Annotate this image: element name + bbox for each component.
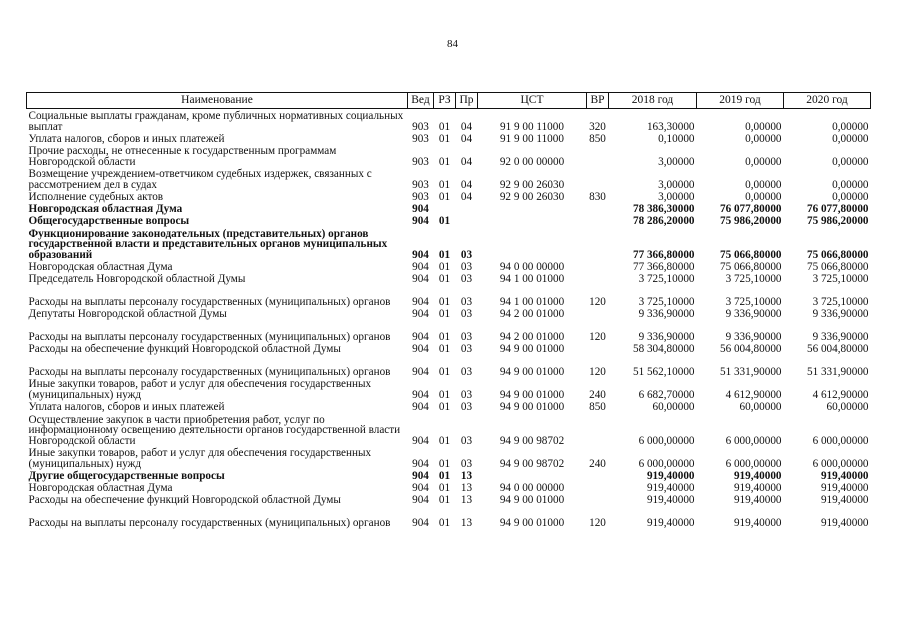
cell-y2019: 919,40000 xyxy=(733,516,782,529)
table-row xyxy=(27,481,871,493)
cell-cst: 94 2 00 01000 xyxy=(499,330,565,343)
cell-vr xyxy=(587,307,609,319)
table-row xyxy=(27,469,871,481)
cell-y2018: 919,40000 xyxy=(646,516,695,529)
cell-vr xyxy=(587,260,609,272)
cell-y2019: 0,00000 xyxy=(745,190,782,203)
cell-vr xyxy=(587,481,609,493)
cell-y2018: 3,00000 xyxy=(658,155,695,168)
cell-vr xyxy=(587,214,609,226)
cell-pr: 03 xyxy=(460,365,473,378)
cell-vr: 120 xyxy=(589,516,606,529)
cell-y2018: 919,40000 xyxy=(646,481,695,494)
cell-name: Функционирование законодательных (представительных) органов государственной власти и представительных органов муниципальных образований xyxy=(28,227,388,261)
cell-rz: 01 xyxy=(438,481,451,494)
cell-y2020: 3 725,10000 xyxy=(812,295,869,308)
cell-cst: 94 9 00 01000 xyxy=(499,516,565,529)
cell-name: Уплата налогов, сборов и иных платежей xyxy=(28,132,225,145)
cell-y2019: 919,40000 xyxy=(733,481,782,494)
cell-rz: 01 xyxy=(438,469,451,482)
cell-pr: 03 xyxy=(460,342,473,355)
cell-y2020: 6 000,00000 xyxy=(812,457,869,470)
cell-vr xyxy=(587,342,609,354)
cell-y2018: 6 000,00000 xyxy=(638,457,695,470)
cell-y2020: 919,40000 xyxy=(820,481,869,494)
cell-pr: 13 xyxy=(460,493,473,506)
cell-cst: 94 0 00 00000 xyxy=(499,481,565,494)
cell-vr: 320 xyxy=(589,120,606,133)
cell-y2018: 3 725,10000 xyxy=(638,272,695,285)
cell-name: Расходы на выплаты персоналу государственных (муниципальных) органов xyxy=(28,295,391,308)
table-header-row xyxy=(27,93,871,109)
table-row xyxy=(27,109,871,133)
table-row xyxy=(27,214,871,226)
table-row xyxy=(27,505,871,528)
cell-pr: 03 xyxy=(460,260,473,273)
cell-name: Возмещение учреждением-ответчиком судебных издержек, связанных с рассмотрением дел в судах xyxy=(28,168,372,191)
cell-pr: 13 xyxy=(460,516,473,529)
cell-y2020: 0,00000 xyxy=(832,178,869,191)
cell-y2019: 0,00000 xyxy=(745,120,782,133)
cell-cst: 94 2 00 01000 xyxy=(499,307,565,320)
cell-name: Осуществление закупок в части приобретения работ, услуг по информационному освещению деятельности органов государственной власти Новгородской области xyxy=(28,413,401,447)
cell-y2019: 919,40000 xyxy=(733,469,782,482)
header-ved: Вед xyxy=(408,93,434,109)
cell-y2018: 6 000,00000 xyxy=(638,434,695,447)
cell-pr: 03 xyxy=(460,400,473,413)
cell-y2019: 9 336,90000 xyxy=(725,307,782,320)
cell-rz: 01 xyxy=(438,388,451,401)
cell-cst: 94 9 00 98702 xyxy=(499,434,565,447)
cell-rz: 01 xyxy=(438,132,451,145)
table-row xyxy=(27,272,871,284)
table-row xyxy=(27,412,871,446)
cell-cst xyxy=(478,202,587,214)
table-row xyxy=(27,493,871,505)
cell-rz: 01 xyxy=(438,434,451,447)
cell-name: Другие общегосударственные вопросы xyxy=(28,469,225,482)
cell-y2019: 51 331,90000 xyxy=(719,365,782,378)
cell-y2018: 78 286,20000 xyxy=(632,214,695,227)
table-row xyxy=(27,190,871,202)
table-row xyxy=(27,377,871,400)
cell-ved: 904 xyxy=(412,202,429,215)
cell-pr: 03 xyxy=(460,388,473,401)
cell-y2020: 75 066,80000 xyxy=(806,260,869,273)
cell-pr: 13 xyxy=(460,469,473,482)
header-rz: РЗ xyxy=(434,93,456,109)
cell-rz: 01 xyxy=(438,457,451,470)
cell-vr xyxy=(587,144,609,167)
cell-rz: 01 xyxy=(438,330,451,343)
cell-vr: 240 xyxy=(589,388,606,401)
cell-ved: 904 xyxy=(412,295,429,308)
cell-pr: 04 xyxy=(460,155,473,168)
cell-rz: 01 xyxy=(438,272,451,285)
cell-vr xyxy=(587,493,609,505)
cell-y2018: 3 725,10000 xyxy=(638,295,695,308)
cell-name: Иные закупки товаров, работ и услуг для обеспечения государственных (муниципальных) нужд xyxy=(28,378,372,401)
cell-ved: 904 xyxy=(412,469,429,482)
cell-cst: 94 1 00 01000 xyxy=(499,295,565,308)
cell-ved: 904 xyxy=(412,248,429,261)
cell-y2018: 58 304,80000 xyxy=(632,342,695,355)
cell-rz: 01 xyxy=(438,190,451,203)
cell-vr xyxy=(587,202,609,214)
cell-cst: 94 1 00 01000 xyxy=(499,272,565,285)
cell-ved: 904 xyxy=(412,400,429,413)
cell-pr: 04 xyxy=(460,120,473,133)
cell-y2020: 0,00000 xyxy=(832,190,869,203)
cell-cst: 92 0 00 00000 xyxy=(499,155,565,168)
cell-cst xyxy=(478,469,587,481)
cell-y2018: 51 562,10000 xyxy=(632,365,695,378)
cell-vr: 120 xyxy=(589,330,606,343)
cell-ved: 903 xyxy=(412,120,429,133)
cell-y2019: 0,00000 xyxy=(745,178,782,191)
cell-cst: 94 9 00 01000 xyxy=(499,342,565,355)
cell-y2020: 9 336,90000 xyxy=(812,330,869,343)
cell-cst: 94 9 00 98702 xyxy=(499,457,565,470)
cell-y2019: 60,00000 xyxy=(739,400,782,413)
cell-ved: 903 xyxy=(412,190,429,203)
cell-ved: 903 xyxy=(412,132,429,145)
cell-ved: 903 xyxy=(412,155,429,168)
cell-name: Иные закупки товаров, работ и услуг для обеспечения государственных (муниципальных) нужд xyxy=(28,447,372,470)
cell-vr xyxy=(587,167,609,190)
cell-y2019: 6 000,00000 xyxy=(725,457,782,470)
cell-y2019: 0,00000 xyxy=(745,155,782,168)
cell-pr xyxy=(456,214,478,226)
cell-ved: 904 xyxy=(412,457,429,470)
cell-rz: 01 xyxy=(438,516,451,529)
cell-rz: 01 xyxy=(438,307,451,320)
cell-rz: 01 xyxy=(438,295,451,308)
cell-y2018: 60,00000 xyxy=(652,400,695,413)
cell-pr: 03 xyxy=(460,307,473,320)
cell-pr: 03 xyxy=(460,434,473,447)
cell-vr: 240 xyxy=(589,457,606,470)
cell-ved: 903 xyxy=(412,178,429,191)
cell-name: Новгородская областная Дума xyxy=(28,481,173,494)
cell-y2019: 3 725,10000 xyxy=(725,272,782,285)
cell-rz: 01 xyxy=(438,260,451,273)
cell-y2020: 919,40000 xyxy=(820,493,869,506)
cell-y2018: 9 336,90000 xyxy=(638,330,695,343)
cell-y2018: 78 386,30000 xyxy=(632,202,695,215)
cell-name: Председатель Новгородской областной Думы xyxy=(28,272,246,285)
cell-y2020: 0,00000 xyxy=(832,132,869,145)
cell-ved: 904 xyxy=(412,260,429,273)
cell-vr xyxy=(587,412,609,446)
cell-rz: 01 xyxy=(438,155,451,168)
cell-rz xyxy=(434,202,456,214)
cell-y2018: 919,40000 xyxy=(646,493,695,506)
cell-y2018: 3,00000 xyxy=(658,190,695,203)
cell-ved: 904 xyxy=(412,272,429,285)
cell-pr: 04 xyxy=(460,190,473,203)
cell-pr: 04 xyxy=(460,178,473,191)
cell-rz: 01 xyxy=(438,342,451,355)
table-row xyxy=(27,202,871,214)
cell-y2019: 76 077,80000 xyxy=(719,202,782,215)
cell-y2019: 75 066,80000 xyxy=(719,260,782,273)
cell-pr: 13 xyxy=(460,481,473,494)
header-2018: 2018 год xyxy=(609,93,697,109)
cell-y2020: 75 986,20000 xyxy=(806,214,869,227)
cell-cst: 94 0 00 00000 xyxy=(499,260,565,273)
table-row xyxy=(27,319,871,342)
cell-y2018: 77 366,80000 xyxy=(632,248,695,261)
cell-ved: 904 xyxy=(412,330,429,343)
cell-cst: 92 9 00 26030 xyxy=(499,178,565,191)
cell-ved: 904 xyxy=(412,388,429,401)
cell-vr: 120 xyxy=(589,365,606,378)
cell-pr xyxy=(456,202,478,214)
table-row xyxy=(27,284,871,307)
cell-vr: 830 xyxy=(589,190,606,203)
cell-y2020: 6 000,00000 xyxy=(812,434,869,447)
cell-y2019: 75 066,80000 xyxy=(719,248,782,261)
cell-name: Новгородская областная Дума xyxy=(28,260,173,273)
cell-rz: 01 xyxy=(438,365,451,378)
cell-y2018: 919,40000 xyxy=(646,469,695,482)
cell-y2018: 163,30000 xyxy=(646,120,695,133)
cell-name: Расходы на выплаты персоналу государственных (муниципальных) органов xyxy=(28,365,391,378)
cell-name: Уплата налогов, сборов и иных платежей xyxy=(28,400,225,413)
table-row xyxy=(27,144,871,167)
cell-cst: 94 9 00 01000 xyxy=(499,365,565,378)
cell-vr: 850 xyxy=(589,400,606,413)
cell-y2019: 9 336,90000 xyxy=(725,330,782,343)
header-pr: Пр xyxy=(456,93,478,109)
cell-vr xyxy=(587,226,609,260)
cell-cst: 91 9 00 11000 xyxy=(500,120,564,133)
cell-y2018: 3,00000 xyxy=(658,178,695,191)
cell-y2020: 51 331,90000 xyxy=(806,365,869,378)
cell-cst: 94 9 00 01000 xyxy=(499,388,565,401)
cell-name: Расходы на выплаты персоналу государственных (муниципальных) органов xyxy=(28,516,391,529)
cell-y2020: 60,00000 xyxy=(826,400,869,413)
cell-rz: 01 xyxy=(438,214,451,227)
cell-y2018: 9 336,90000 xyxy=(638,307,695,320)
cell-cst: 94 9 00 01000 xyxy=(499,493,565,506)
cell-ved: 904 xyxy=(412,342,429,355)
cell-vr xyxy=(587,469,609,481)
cell-name: Социальные выплаты гражданам, кроме публичных нормативных социальных выплат xyxy=(28,110,404,133)
cell-name: Новгородская областная Дума xyxy=(28,202,183,215)
cell-y2020: 919,40000 xyxy=(820,469,869,482)
cell-y2019: 56 004,80000 xyxy=(719,342,782,355)
header-2019: 2019 год xyxy=(697,93,784,109)
cell-pr: 04 xyxy=(460,132,473,145)
cell-name: Депутаты Новгородской областной Думы xyxy=(28,307,227,320)
cell-name: Прочие расходы, не отнесенные к государственным программам Новгородской области xyxy=(28,145,337,168)
table-row xyxy=(27,307,871,319)
cell-name: Расходы на обеспечение функций Новгородской областной Думы xyxy=(28,342,341,355)
cell-ved: 904 xyxy=(412,214,429,227)
cell-ved: 904 xyxy=(412,307,429,320)
table-body xyxy=(27,109,871,529)
cell-rz: 01 xyxy=(438,248,451,261)
cell-pr: 03 xyxy=(460,457,473,470)
cell-name: Общегосударственные вопросы xyxy=(28,214,190,227)
cell-y2020: 0,00000 xyxy=(832,120,869,133)
budget-table xyxy=(26,92,871,528)
cell-name: Расходы на выплаты персоналу государственных (муниципальных) органов xyxy=(28,330,391,343)
cell-y2018: 77 366,80000 xyxy=(632,260,695,273)
cell-y2019: 0,00000 xyxy=(745,132,782,145)
table-row xyxy=(27,446,871,469)
table-row xyxy=(27,132,871,144)
cell-name: Исполнение судебных актов xyxy=(28,190,164,203)
cell-y2019: 75 986,20000 xyxy=(719,214,782,227)
table-row xyxy=(27,354,871,377)
cell-pr: 03 xyxy=(460,295,473,308)
cell-y2020: 76 077,80000 xyxy=(806,202,869,215)
cell-vr: 850 xyxy=(589,132,606,145)
cell-y2020: 56 004,80000 xyxy=(806,342,869,355)
cell-vr xyxy=(587,272,609,284)
cell-ved: 904 xyxy=(412,493,429,506)
cell-y2020: 4 612,90000 xyxy=(812,388,869,401)
cell-y2020: 75 066,80000 xyxy=(806,248,869,261)
cell-pr: 03 xyxy=(460,330,473,343)
header-name: Наименование xyxy=(27,93,408,109)
header-2020: 2020 год xyxy=(784,93,871,109)
cell-y2020: 9 336,90000 xyxy=(812,307,869,320)
cell-y2019: 4 612,90000 xyxy=(725,388,782,401)
cell-y2019: 919,40000 xyxy=(733,493,782,506)
cell-rz: 01 xyxy=(438,178,451,191)
cell-y2019: 6 000,00000 xyxy=(725,434,782,447)
cell-rz: 01 xyxy=(438,120,451,133)
table-row xyxy=(27,342,871,354)
cell-name: Расходы на обеспечение функций Новгородской областной Думы xyxy=(28,493,341,506)
cell-ved: 904 xyxy=(412,434,429,447)
cell-pr: 03 xyxy=(460,272,473,285)
cell-cst xyxy=(478,214,587,226)
cell-pr: 03 xyxy=(460,248,473,261)
cell-y2018: 0,10000 xyxy=(658,132,695,145)
cell-cst: 92 9 00 26030 xyxy=(499,190,565,203)
cell-cst: 94 9 00 01000 xyxy=(499,400,565,413)
header-cst: ЦСТ xyxy=(478,93,587,109)
cell-rz: 01 xyxy=(438,493,451,506)
header-vr: ВР xyxy=(587,93,609,109)
table-row xyxy=(27,226,871,260)
cell-y2018: 6 682,70000 xyxy=(638,388,695,401)
cell-cst: 91 9 00 11000 xyxy=(500,132,564,145)
cell-y2020: 3 725,10000 xyxy=(812,272,869,285)
table-row xyxy=(27,167,871,190)
cell-vr: 120 xyxy=(589,295,606,308)
cell-y2019: 3 725,10000 xyxy=(725,295,782,308)
cell-cst xyxy=(478,226,587,260)
cell-ved: 904 xyxy=(412,516,429,529)
table-row xyxy=(27,260,871,272)
cell-rz: 01 xyxy=(438,400,451,413)
cell-y2020: 0,00000 xyxy=(832,155,869,168)
cell-ved: 904 xyxy=(412,365,429,378)
cell-ved: 904 xyxy=(412,481,429,494)
cell-y2020: 919,40000 xyxy=(820,516,869,529)
table-row xyxy=(27,400,871,412)
page-number: 84 xyxy=(447,38,458,50)
